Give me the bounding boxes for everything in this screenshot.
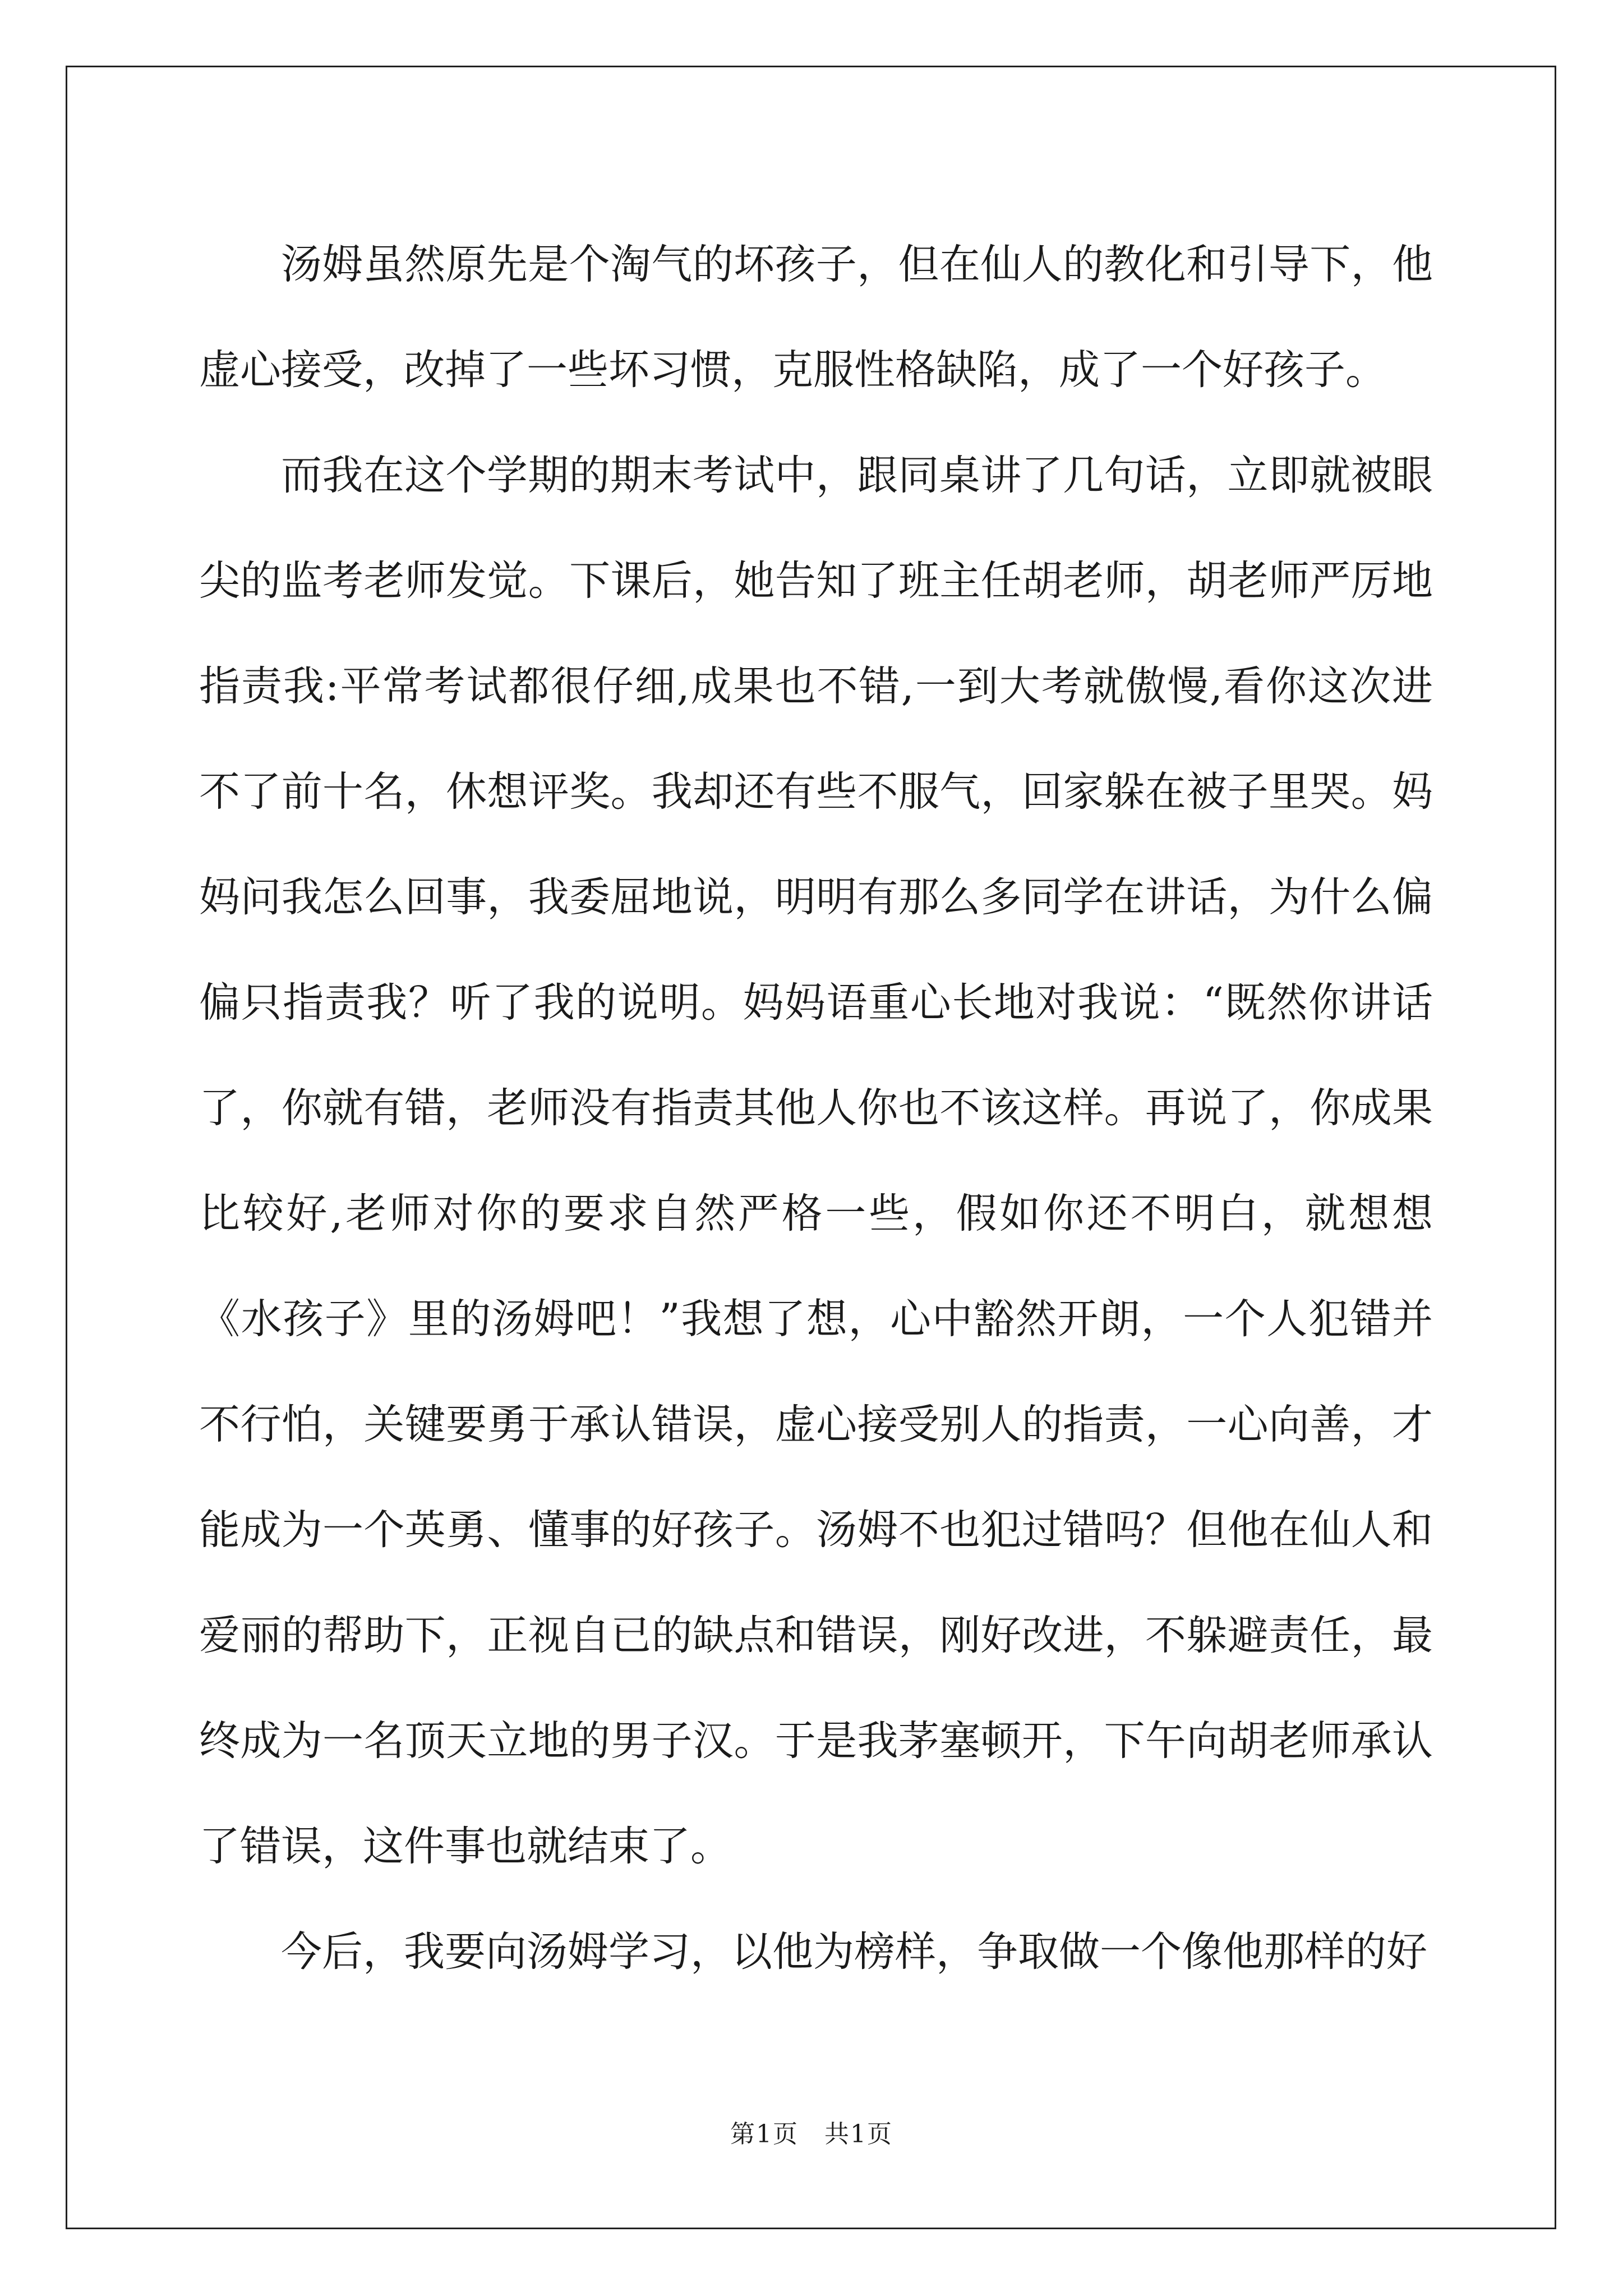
document-body	[199, 212, 1433, 2005]
paragraph-3: 今后，我要向汤姆学习，以他为榜样，争取做一个像他那样的好	[281, 1928, 1427, 1976]
paragraph-1: 汤姆虽然原先是个淘气的坏孩子，但在仙人的教化和引导下，他虚心接受，改掉了一些坏习惯，克服性格缺陷，成了一个好孩子。	[199, 241, 1433, 394]
page-number-footer: 第1页 共1页	[730, 2120, 893, 2148]
paragraph-2: 而我在这个学期的期末考试中，跟同桌讲了几句话，立即就被眼尖的监考老师发觉。下课后，她告知了班主任胡老师，胡老师严厉地指责我:平常考试都很仔细,成果也不错,一到大考就傲慢,看你这次进不了前十名，休想评奖。我却还有些不服气，回家躲在被子里哭。妈妈问我怎么回事，我委屈地说，明明有那么多同学在讲话，为什么偏偏只指责我？听了我的说明。妈妈语重心长地对我说：“既然你讲话了，你就有错，老师没有指责其他人你也不该这样。再说了，你成果比较好,老师对你的要求自然严格一些，假如你还不明白，就想想《水孩子》里的汤姆吧！”我想了想，心中豁然开朗，一个人犯错并不行怕，关键要勇于承认错误，虚心接受别人的指责，一心向善，才能成为一个英勇、懂事的好孩子。汤姆不也犯过错吗？但他在仙人和爱丽的帮助下，正视自已的缺点和错误，刚好改进，不躲避责任，最终成为一名顶天立地的男子汉。于是我茅塞顿开，下午向胡老师承认了错误，这件事也就结束了。	[199, 452, 1433, 1870]
